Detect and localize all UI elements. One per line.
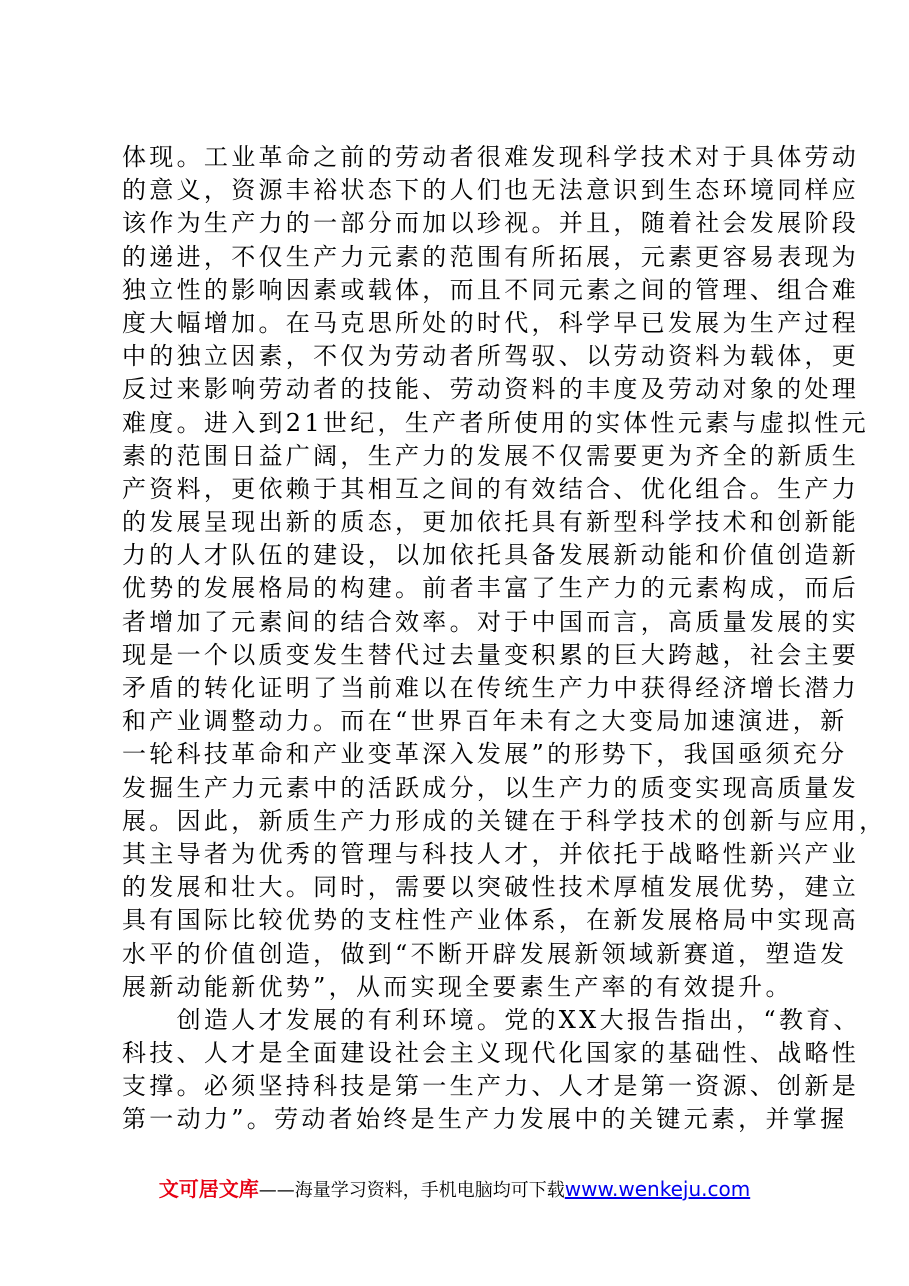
text-line: 产资料，更依赖于其相互之间的有效结合、优化组合。生产力 <box>122 474 860 503</box>
text-line: 的发展和壮大。同时，需要以突破性技术厚植发展优势，建立 <box>122 873 860 902</box>
text-line: 支撑。必须坚持科技是第一生产力、人才是第一资源、创新是 <box>122 1072 860 1101</box>
text-line: 和产业调整动力。而在“世界百年未有之大变局加速演进，新 <box>122 707 848 736</box>
text-line: 一轮科技革命和产业变革深入发展”的形势下，我国亟须充分 <box>122 740 848 769</box>
text-line: 的递进，不仅生产力元素的范围有所拓展，元素更容易表现为 <box>122 242 860 271</box>
text-line: 展新动能新优势”，从而实现全要素生产率的有效提升。 <box>122 972 793 1001</box>
text-line: 者增加了元素间的结合效率。对于中国而言，高质量发展的实 <box>122 607 860 636</box>
text-line: 科技、人才是全面建设社会主义现代化国家的基础性、战略性 <box>122 1039 860 1068</box>
text-line: 中的独立因素，不仅为劳动者所驾驭、以劳动资料为载体，更 <box>122 342 860 371</box>
text-line: 素的范围日益广阔，生产力的发展不仅需要更为齐全的新质生 <box>122 441 860 470</box>
text-line: 具有国际比较优势的支柱性产业体系，在新发展格局中实现高 <box>122 906 860 935</box>
text-line: 力的人才队伍的建设，以加依托具备发展新动能和价值创造新 <box>122 541 860 570</box>
text-line: 该作为生产力的一部分而加以珍视。并且，随着社会发展阶段 <box>122 209 860 238</box>
text-line: 其主导者为优秀的管理与科技人才，并依托于战略性新兴产业 <box>122 839 860 868</box>
text-line: 的发展呈现出新的质态，更加依托具有新型科学技术和创新能 <box>122 508 860 537</box>
text-line: 矛盾的转化证明了当前难以在传统生产力中获得经济增长潜力 <box>122 674 860 702</box>
text-line: 展。因此，新质生产力形成的关键在于科学技术的创新与应用， <box>122 806 887 835</box>
footer-banner <box>0 1173 909 1202</box>
text-line: 现是一个以质变发生替代过去量变积累的巨大跨越，社会主要 <box>122 640 860 669</box>
footer-site-link[interactable]: www.wenkeju.com <box>564 1177 751 1201</box>
text-line: 优势的发展格局的构建。前者丰富了生产力的元素构成，而后 <box>122 574 860 603</box>
text-line: 度大幅增加。在马克思所处的时代，科学早已发展为生产过程 <box>122 308 860 337</box>
text-line: 独立性的影响因素或载体，而且不同元素之间的管理、组合难 <box>122 275 860 304</box>
body-text <box>122 141 887 1137</box>
text-line: 创造人才发展的有利环境。党的XX大报告指出，“教育、 <box>122 1005 861 1034</box>
text-line: 体现。工业革命之前的劳动者很难发现科学技术对于具体劳动 <box>122 143 860 171</box>
text-line: 第一动力”。劳动者始终是生产力发展中的关键元素，并掌握 <box>122 1105 848 1134</box>
text-line: 发掘生产力元素中的活跃成分，以生产力的质变实现高质量发 <box>122 773 860 802</box>
text-line: 反过来影响劳动者的技能、劳动资料的丰度及劳动对象的处理 <box>122 375 860 404</box>
footer-brand: 文可居文库 <box>158 1177 259 1201</box>
text-line: 水平的价值创造，做到“不断开辟发展新领域新赛道，塑造发 <box>122 939 848 968</box>
text-line: 的意义，资源丰裕状态下的人们也无法意识到生态环境同样应 <box>122 176 860 205</box>
text-line: 难度。进入到21世纪，生产者所使用的实体性元素与虚拟性元 <box>122 408 869 437</box>
footer-tagline: ——海量学习资料，手机电脑均可下载 <box>258 1180 565 1201</box>
